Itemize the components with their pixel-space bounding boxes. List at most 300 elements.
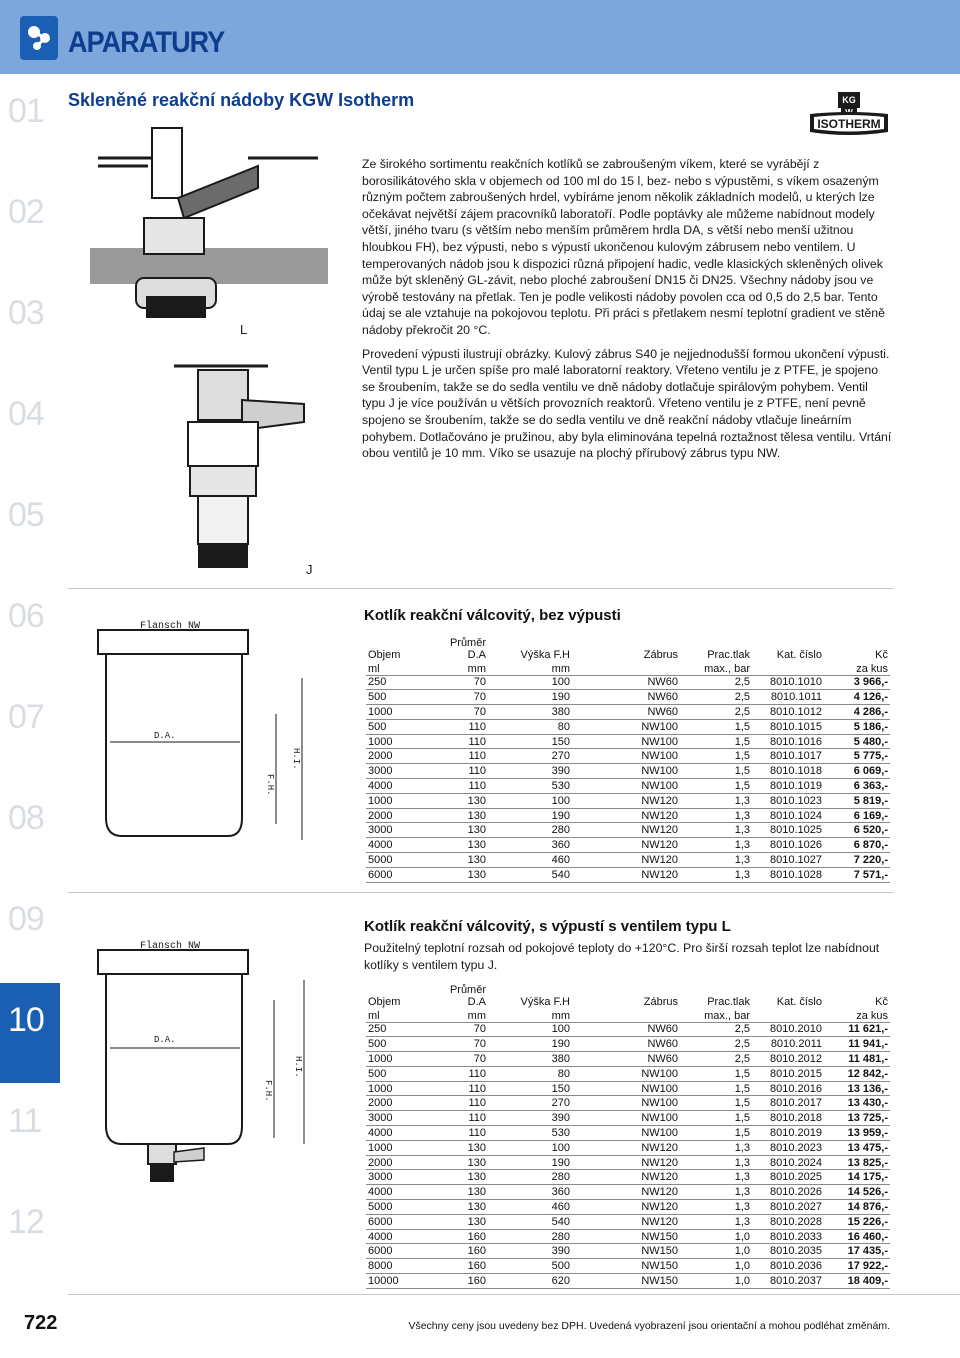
table-cell: 6 870,- bbox=[824, 838, 890, 853]
table-cell: 460 bbox=[488, 853, 572, 868]
table-cell: 8000 bbox=[366, 1259, 428, 1274]
col-da-h2: mm bbox=[428, 661, 488, 675]
table-cell: 13 725,- bbox=[824, 1111, 890, 1126]
flange-label: Flansch NW bbox=[140, 941, 201, 952]
table-row bbox=[366, 705, 890, 720]
table-cell: 1,3 bbox=[680, 793, 752, 808]
table-cell: 3000 bbox=[366, 1170, 428, 1185]
table-row bbox=[366, 1022, 890, 1037]
table-cell: 16 460,- bbox=[824, 1229, 890, 1244]
table-row bbox=[366, 1037, 890, 1052]
chapter-tab-07[interactable]: 07 bbox=[0, 680, 60, 780]
table-cell: 500 bbox=[488, 1259, 572, 1274]
table-cell: 190 bbox=[488, 808, 572, 823]
table-row bbox=[366, 1170, 890, 1185]
table-cell: 3 966,- bbox=[824, 675, 890, 690]
table-cell: 8010.2012 bbox=[752, 1052, 824, 1067]
table-cell: 1,3 bbox=[680, 1200, 752, 1215]
table-cell: NW120 bbox=[572, 808, 680, 823]
table-cell: 540 bbox=[488, 1214, 572, 1229]
table-row bbox=[366, 1274, 890, 1289]
table-cell: 70 bbox=[428, 690, 488, 705]
table-row bbox=[366, 808, 890, 823]
table-cell: NW150 bbox=[572, 1244, 680, 1259]
chapter-tab-12[interactable]: 12 bbox=[0, 1185, 60, 1285]
table-cell: 8010.2023 bbox=[752, 1140, 824, 1155]
table-row bbox=[366, 1155, 890, 1170]
col-kc-h1: Kč bbox=[875, 649, 888, 661]
col-cat-h2 bbox=[752, 661, 824, 675]
col-da-h1: Průměr D.A bbox=[449, 984, 486, 1008]
table-cell: 70 bbox=[428, 675, 488, 690]
table-cell: 110 bbox=[428, 1096, 488, 1111]
table-cell: 110 bbox=[428, 1066, 488, 1081]
table-cell: 8010.1028 bbox=[752, 867, 824, 882]
table-cell: 1,5 bbox=[680, 1081, 752, 1096]
table-cell: 4000 bbox=[366, 1229, 428, 1244]
table-cell: 1000 bbox=[366, 1052, 428, 1067]
table-cell: 11 481,- bbox=[824, 1052, 890, 1067]
valve-j-label: J bbox=[306, 562, 313, 577]
table-cell: 100 bbox=[488, 793, 572, 808]
table-cell: NW120 bbox=[572, 838, 680, 853]
table-cell: 8010.1024 bbox=[752, 808, 824, 823]
price-table-no-outlet bbox=[366, 637, 890, 883]
table-cell: 8010.1012 bbox=[752, 705, 824, 720]
table-cell: NW120 bbox=[572, 1200, 680, 1215]
table-cell: 70 bbox=[428, 1052, 488, 1067]
table-cell: 5000 bbox=[366, 1200, 428, 1215]
vessel-no-outlet-drawing bbox=[92, 618, 322, 848]
table-row bbox=[366, 793, 890, 808]
col-vh-h2: mm bbox=[488, 1008, 572, 1022]
chapter-tab-06[interactable]: 06 bbox=[0, 579, 60, 679]
table-cell: 2,5 bbox=[680, 690, 752, 705]
table-cell: 1000 bbox=[366, 705, 428, 720]
fh-label: F.H. bbox=[265, 774, 275, 796]
table-row bbox=[366, 719, 890, 734]
table-cell: 280 bbox=[488, 823, 572, 838]
col-vol-h1: Objem bbox=[368, 996, 401, 1008]
table-cell: 1,5 bbox=[680, 749, 752, 764]
table-cell: 15 226,- bbox=[824, 1214, 890, 1229]
table-cell: 250 bbox=[366, 1022, 428, 1037]
price-table-valve-l bbox=[366, 984, 890, 1289]
table-cell: 14 175,- bbox=[824, 1170, 890, 1185]
table-cell: 1000 bbox=[366, 734, 428, 749]
col-cat-h1: Kat. číslo bbox=[776, 996, 822, 1008]
table-cell: 8010.2036 bbox=[752, 1259, 824, 1274]
section-title-aparatury: APARATURY bbox=[68, 26, 225, 59]
table-cell: 160 bbox=[428, 1259, 488, 1274]
table-row bbox=[366, 779, 890, 794]
table-cell: NW120 bbox=[572, 1170, 680, 1185]
table-cell: 280 bbox=[488, 1170, 572, 1185]
table-cell: NW100 bbox=[572, 764, 680, 779]
table-cell: NW100 bbox=[572, 779, 680, 794]
col-kc-h2: za kus bbox=[824, 1008, 890, 1022]
table-cell: 6000 bbox=[366, 867, 428, 882]
col-vh-h2: mm bbox=[488, 661, 572, 675]
table-cell: 1,3 bbox=[680, 1170, 752, 1185]
table-cell: 5 186,- bbox=[824, 719, 890, 734]
table-cell: 13 430,- bbox=[824, 1096, 890, 1111]
table-cell: NW100 bbox=[572, 749, 680, 764]
table-cell: 1,3 bbox=[680, 808, 752, 823]
flask-molecule-icon bbox=[20, 16, 58, 60]
table-row bbox=[366, 867, 890, 882]
table-cell: 1000 bbox=[366, 793, 428, 808]
table-cell: NW100 bbox=[572, 1066, 680, 1081]
table-cell: 18 409,- bbox=[824, 1274, 890, 1289]
table-row bbox=[366, 1185, 890, 1200]
table-row bbox=[366, 1126, 890, 1141]
table-cell: 1,5 bbox=[680, 1066, 752, 1081]
table-cell: 8010.1019 bbox=[752, 779, 824, 794]
table-cell: 130 bbox=[428, 1155, 488, 1170]
table-cell: 8010.2037 bbox=[752, 1274, 824, 1289]
valve-l-drawing bbox=[88, 118, 348, 348]
col-vh-h1: Výška F.H bbox=[520, 649, 570, 661]
table-cell: 70 bbox=[428, 705, 488, 720]
table-cell: 100 bbox=[488, 1140, 572, 1155]
table-cell: 270 bbox=[488, 1096, 572, 1111]
header-band bbox=[0, 0, 960, 74]
hi-label: H.I. bbox=[293, 1056, 303, 1078]
table-cell: 1,0 bbox=[680, 1244, 752, 1259]
table-cell: 3000 bbox=[366, 823, 428, 838]
table-cell: 8010.2015 bbox=[752, 1066, 824, 1081]
table-cell: NW60 bbox=[572, 675, 680, 690]
table-cell: 190 bbox=[488, 1155, 572, 1170]
table-cell: NW150 bbox=[572, 1274, 680, 1289]
table-cell: NW60 bbox=[572, 705, 680, 720]
table-cell: 130 bbox=[428, 1214, 488, 1229]
table-cell: NW120 bbox=[572, 1185, 680, 1200]
table-cell: 380 bbox=[488, 1052, 572, 1067]
table-cell: 1,3 bbox=[680, 823, 752, 838]
table-cell: NW150 bbox=[572, 1259, 680, 1274]
table-row bbox=[366, 1066, 890, 1081]
table-cell: 17 435,- bbox=[824, 1244, 890, 1259]
table-cell: 110 bbox=[428, 749, 488, 764]
table-cell: 13 475,- bbox=[824, 1140, 890, 1155]
table-cell: NW120 bbox=[572, 823, 680, 838]
table-cell: 1,3 bbox=[680, 1140, 752, 1155]
table-cell: 130 bbox=[428, 867, 488, 882]
table-cell: 110 bbox=[428, 719, 488, 734]
col-tlak-h2: max., bar bbox=[680, 661, 752, 675]
col-vol-h1: Objem bbox=[368, 649, 401, 661]
table-cell: 1,5 bbox=[680, 734, 752, 749]
table-cell: 160 bbox=[428, 1274, 488, 1289]
table-cell: 8010.2010 bbox=[752, 1022, 824, 1037]
table-cell: 11 621,- bbox=[824, 1022, 890, 1037]
table-cell: 70 bbox=[428, 1022, 488, 1037]
table-row bbox=[366, 1111, 890, 1126]
table-cell: 8010.1023 bbox=[752, 793, 824, 808]
table-cell: 1,3 bbox=[680, 1185, 752, 1200]
table-cell: 8010.2026 bbox=[752, 1185, 824, 1200]
table-cell: 130 bbox=[428, 853, 488, 868]
kgw-isotherm-logo bbox=[808, 92, 890, 143]
table-cell: NW100 bbox=[572, 1096, 680, 1111]
table-cell: 8010.2025 bbox=[752, 1170, 824, 1185]
table-cell: 110 bbox=[428, 1126, 488, 1141]
table-cell: 620 bbox=[488, 1274, 572, 1289]
table-cell: 130 bbox=[428, 823, 488, 838]
table-cell: NW60 bbox=[572, 690, 680, 705]
table-cell: 6000 bbox=[366, 1244, 428, 1259]
col-kc-h2: za kus bbox=[824, 661, 890, 675]
table-cell: 110 bbox=[428, 1081, 488, 1096]
table-cell: 13 959,- bbox=[824, 1126, 890, 1141]
table-cell: 8010.2011 bbox=[752, 1037, 824, 1052]
table-cell: 2,5 bbox=[680, 1037, 752, 1052]
table-cell: 110 bbox=[428, 764, 488, 779]
table-cell: 1,5 bbox=[680, 1111, 752, 1126]
table-row bbox=[366, 1229, 890, 1244]
table-cell: 130 bbox=[428, 793, 488, 808]
table-cell: NW60 bbox=[572, 1022, 680, 1037]
table-cell: 4000 bbox=[366, 779, 428, 794]
table-cell: 2,5 bbox=[680, 1022, 752, 1037]
table-cell: 190 bbox=[488, 690, 572, 705]
table-cell: 13 825,- bbox=[824, 1155, 890, 1170]
page-number: 722 bbox=[24, 1312, 58, 1334]
table-cell: 4 126,- bbox=[824, 690, 890, 705]
table-cell: NW100 bbox=[572, 719, 680, 734]
chapter-tab-03[interactable]: 03 bbox=[0, 276, 60, 376]
table-cell: NW100 bbox=[572, 1081, 680, 1096]
table-cell: 1,5 bbox=[680, 719, 752, 734]
table-cell: 2,5 bbox=[680, 1052, 752, 1067]
table-cell: 6 169,- bbox=[824, 808, 890, 823]
intro-paragraph-1: Ze širokého sortimentu reakčních kotlíků se zabroušeným víkem, které se vyrábějí z borosilikátového skla v objemech od 100 ml do 15 l, bez- nebo s výpustěmi, s víkem osazeným různým počtem zabroušených hrdel, vybíráme jenom několik základních modelů, u kterých lze očekávat největší zájem pracovníků laboratoří. Podle poptávky ale můžeme nabídnout modely větší, jiného tvaru (s větším nebo menším průměrem hrdla DA, s větší nebo menší užitnou hloubkou FH), bez výpusti, nebo s výpustí ukončenou kulovým zábrusem nebo ventilem. U temperovaných nádob jsou k dispozici různá připojení hadic, vedle klasických skleněných olivek může být skleněný GL-závit, nebo ploché zabroušení DN15 či DN25. Všechny nádoby jsou ve výrobě testovány na přetlak. Ten je podle velikosti nádoby povolen cca od 0,5 do 2,5 bar. Tento údaj se ale vztahuje na pokojovou teplotu. Při práci s přetlakem nesmí teplotní gradient ve stěně nádoby překročit 20 °C. bbox=[362, 157, 885, 337]
col-vh-h1: Výška F.H bbox=[520, 996, 570, 1008]
table-cell: 1,0 bbox=[680, 1259, 752, 1274]
table-cell: 150 bbox=[488, 734, 572, 749]
table-cell: 390 bbox=[488, 764, 572, 779]
chapter-tab-09[interactable]: 09 bbox=[0, 882, 60, 982]
table-cell: 280 bbox=[488, 1229, 572, 1244]
table-cell: 8010.1025 bbox=[752, 823, 824, 838]
table-row bbox=[366, 690, 890, 705]
table-cell: 390 bbox=[488, 1111, 572, 1126]
table-cell: NW120 bbox=[572, 1214, 680, 1229]
table-cell: 2,5 bbox=[680, 705, 752, 720]
table-cell: 150 bbox=[488, 1081, 572, 1096]
table-cell: 8010.2017 bbox=[752, 1096, 824, 1111]
table-row bbox=[366, 1096, 890, 1111]
divider bbox=[68, 892, 894, 893]
table-cell: 360 bbox=[488, 838, 572, 853]
table-cell: 130 bbox=[428, 1200, 488, 1215]
table-cell: NW60 bbox=[572, 1037, 680, 1052]
valve-l-label: L bbox=[240, 322, 248, 337]
col-tlak-h1: Prac.tlak bbox=[707, 996, 750, 1008]
table-row bbox=[366, 1214, 890, 1229]
table-cell: 2000 bbox=[366, 1155, 428, 1170]
table-cell: NW120 bbox=[572, 1155, 680, 1170]
col-da-h1: Průměr D.A bbox=[449, 637, 486, 661]
table-cell: 500 bbox=[366, 1037, 428, 1052]
chapter-tabs bbox=[0, 74, 60, 1294]
svg-text:KG: KG bbox=[842, 95, 856, 105]
table-cell: 100 bbox=[488, 1022, 572, 1037]
table-cell: 110 bbox=[428, 1111, 488, 1126]
table-cell: 130 bbox=[428, 1170, 488, 1185]
table-cell: 6 069,- bbox=[824, 764, 890, 779]
table-cell: 2000 bbox=[366, 808, 428, 823]
chapter-tab-05[interactable]: 05 bbox=[0, 478, 60, 578]
table-cell: 8010.2027 bbox=[752, 1200, 824, 1215]
table-cell: 8010.2018 bbox=[752, 1111, 824, 1126]
table-cell: 130 bbox=[428, 838, 488, 853]
table-cell: 70 bbox=[428, 1037, 488, 1052]
table-cell: 8010.1016 bbox=[752, 734, 824, 749]
col-cat-h1: Kat. číslo bbox=[776, 649, 822, 661]
table-cell: 12 842,- bbox=[824, 1066, 890, 1081]
chapter-tab-02[interactable]: 02 bbox=[0, 175, 60, 275]
table-cell: 5000 bbox=[366, 853, 428, 868]
table-cell: 8010.1018 bbox=[752, 764, 824, 779]
table-cell: 5 819,- bbox=[824, 793, 890, 808]
table-cell: 80 bbox=[488, 1066, 572, 1081]
table-cell: 1,5 bbox=[680, 764, 752, 779]
section1-title: Kotlík reakční válcovitý, bez výpusti bbox=[364, 607, 621, 624]
table-cell: 1,3 bbox=[680, 1155, 752, 1170]
table-cell: 160 bbox=[428, 1229, 488, 1244]
table-cell: 8010.2033 bbox=[752, 1229, 824, 1244]
table-cell: 530 bbox=[488, 1126, 572, 1141]
table-cell: 390 bbox=[488, 1244, 572, 1259]
table-cell: 2000 bbox=[366, 1096, 428, 1111]
chapter-tab-11[interactable]: 11 bbox=[0, 1084, 60, 1184]
table-cell: 2,5 bbox=[680, 675, 752, 690]
table-cell: NW100 bbox=[572, 1111, 680, 1126]
table-cell: 13 136,- bbox=[824, 1081, 890, 1096]
table-cell: 8010.2035 bbox=[752, 1244, 824, 1259]
fh-label: F.H. bbox=[263, 1080, 273, 1102]
table-cell: 10000 bbox=[366, 1274, 428, 1289]
chapter-tab-10[interactable]: 10 bbox=[0, 983, 60, 1083]
table-row bbox=[366, 734, 890, 749]
table-cell: 360 bbox=[488, 1185, 572, 1200]
table-row bbox=[366, 1052, 890, 1067]
table-cell: 1,5 bbox=[680, 1126, 752, 1141]
table-cell: 540 bbox=[488, 867, 572, 882]
flange-label: Flansch NW bbox=[140, 621, 201, 632]
col-cat-h2 bbox=[752, 1008, 824, 1022]
table-cell: 530 bbox=[488, 779, 572, 794]
col-vol-h2: ml bbox=[366, 661, 428, 675]
table-cell: NW100 bbox=[572, 734, 680, 749]
da-label: D.A. bbox=[154, 1035, 176, 1045]
table-cell: 160 bbox=[428, 1244, 488, 1259]
table-cell: 500 bbox=[366, 719, 428, 734]
table-cell: 5 480,- bbox=[824, 734, 890, 749]
table-cell: 460 bbox=[488, 1200, 572, 1215]
table-cell: 4000 bbox=[366, 1126, 428, 1141]
table-cell: 17 922,- bbox=[824, 1259, 890, 1274]
table-cell: 3000 bbox=[366, 1111, 428, 1126]
table-cell: 7 571,- bbox=[824, 867, 890, 882]
chapter-tab-01[interactable]: 01 bbox=[0, 74, 60, 174]
table-cell: 8010.1026 bbox=[752, 838, 824, 853]
section2-title: Kotlík reakční válcovitý, s výpustí s ventilem typu L bbox=[364, 918, 731, 935]
divider bbox=[68, 588, 894, 589]
table-row bbox=[366, 823, 890, 838]
table-cell: 5 775,- bbox=[824, 749, 890, 764]
table-cell: 190 bbox=[488, 1037, 572, 1052]
table-cell: 1,3 bbox=[680, 838, 752, 853]
table-cell: 1,0 bbox=[680, 1229, 752, 1244]
table-cell: 1,5 bbox=[680, 1096, 752, 1111]
table-cell: 1,5 bbox=[680, 779, 752, 794]
footer-divider bbox=[68, 1294, 960, 1295]
valve-j-drawing bbox=[168, 360, 328, 580]
table-cell: 1,3 bbox=[680, 853, 752, 868]
table-cell: 500 bbox=[366, 1066, 428, 1081]
table-row bbox=[366, 1140, 890, 1155]
table-cell: 8010.1010 bbox=[752, 675, 824, 690]
col-kc-h1: Kč bbox=[875, 996, 888, 1008]
table-cell: 4000 bbox=[366, 838, 428, 853]
table-cell: NW150 bbox=[572, 1229, 680, 1244]
table-cell: 8010.2028 bbox=[752, 1214, 824, 1229]
table-row bbox=[366, 838, 890, 853]
table-cell: 6000 bbox=[366, 1214, 428, 1229]
table-cell: 1000 bbox=[366, 1140, 428, 1155]
table-cell: 8010.1017 bbox=[752, 749, 824, 764]
table-cell: 1000 bbox=[366, 1081, 428, 1096]
table-cell: 130 bbox=[428, 1185, 488, 1200]
table-cell: 130 bbox=[428, 808, 488, 823]
table-row bbox=[366, 749, 890, 764]
col-da-h2: mm bbox=[428, 1008, 488, 1022]
table-cell: 14 876,- bbox=[824, 1200, 890, 1215]
intro-text bbox=[362, 156, 892, 469]
hi-label: H.I. bbox=[291, 748, 301, 770]
col-tlak-h2: max., bar bbox=[680, 1008, 752, 1022]
table-cell: 8010.1011 bbox=[752, 690, 824, 705]
table-cell: 8010.2019 bbox=[752, 1126, 824, 1141]
col-zab-h1: Zábrus bbox=[643, 996, 678, 1008]
chapter-tab-04[interactable]: 04 bbox=[0, 377, 60, 477]
table-cell: 110 bbox=[428, 734, 488, 749]
table-cell: 8010.1015 bbox=[752, 719, 824, 734]
table-cell: NW100 bbox=[572, 1126, 680, 1141]
table-cell: 11 941,- bbox=[824, 1037, 890, 1052]
table-cell: NW120 bbox=[572, 853, 680, 868]
table-cell: 1,3 bbox=[680, 1214, 752, 1229]
table-cell: 4 286,- bbox=[824, 705, 890, 720]
table-cell: 7 220,- bbox=[824, 853, 890, 868]
table-cell: NW60 bbox=[572, 1052, 680, 1067]
table-cell: NW120 bbox=[572, 867, 680, 882]
chapter-tab-08[interactable]: 08 bbox=[0, 781, 60, 881]
footer-note: Všechny ceny jsou uvedeny bez DPH. Uvedená vyobrazení jsou orientační a mohou podléhat změnám. bbox=[408, 1320, 890, 1332]
intro-paragraph-2: Provedení výpusti ilustrují obrázky. Kulový zábrus S40 je nejjednodušší formou ukončení výpusti. Ventil typu L je určen spíše pro malé laboratorní reaktory. Vřeteno ventilu je z PTFE, je spojeno se šroubením, takže se do sedla ventilu ve dně nádoby dotlačuje spirálovým pohybem. Ventil typu J je více používán u větších provozních reaktorů. Vřeteno ventilu je z PTFE, není pevně spojeno se šroubením, takže se do sedla ventilu ve dně reakční nádoby vtlačuje lineárním pohybem. Dotlačováno je pružinou, aby byla eliminována tepelná roztažnost tělesa ventilu. Vrtání obou ventilů je 10 mm. Víko se usazuje na plochý přírubový zábrus typu NW. bbox=[362, 346, 892, 461]
table-cell: 8010.1027 bbox=[752, 853, 824, 868]
table-cell: 500 bbox=[366, 690, 428, 705]
table-cell: 6 520,- bbox=[824, 823, 890, 838]
table-cell: 110 bbox=[428, 779, 488, 794]
table-cell: 3000 bbox=[366, 764, 428, 779]
table-row bbox=[366, 1244, 890, 1259]
table-cell: 4000 bbox=[366, 1185, 428, 1200]
